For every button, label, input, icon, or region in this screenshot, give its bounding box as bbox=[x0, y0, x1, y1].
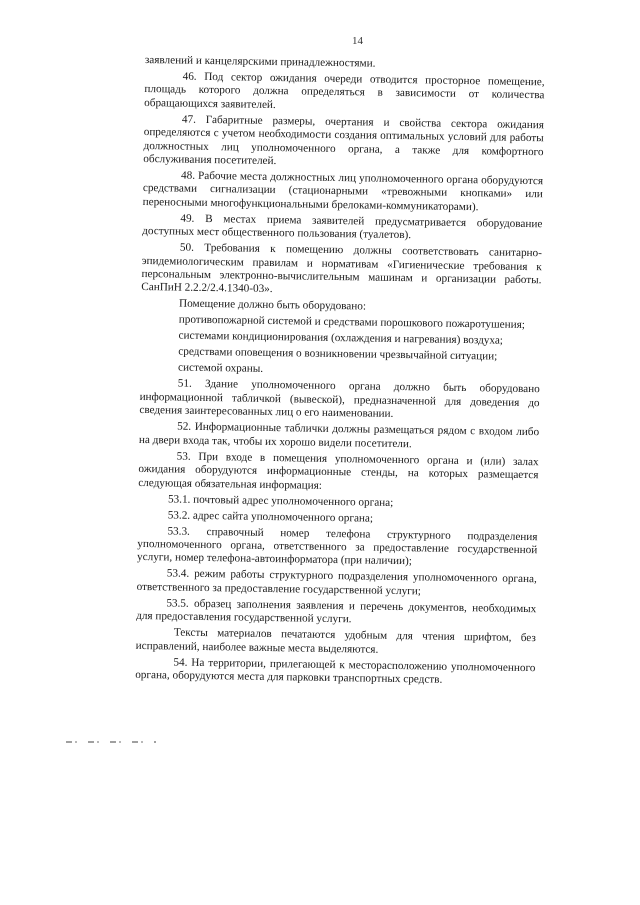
page-number: 14 bbox=[352, 35, 363, 47]
paragraph-53-1: 53.1. почтовый адрес уполномоченного органа; bbox=[167, 492, 394, 509]
equipment-item-alert: средствами оповещения о возникновении чрезвычайной ситуации; bbox=[178, 346, 498, 364]
paragraph-52: 52. Информационные таблички должны размещаться рядом с входом либо на двери входа так, чтобы их хорошо видели посетители. bbox=[138, 420, 540, 450]
equipment-item-climate: системами кондиционирования (охлаждения и нагревания) воздуха; bbox=[178, 330, 504, 348]
paragraph-54: 54. На территории, прилегающей к месторасположению уполномоченного органа, оборудуются места для парковки транспортных средств. bbox=[135, 656, 536, 686]
paragraph-50: 50. Требования к помещению должны соответствовать санитарно-эпидемиологическим правилам и нормативам «Гигиенические требования к персональным электронно-вычислительным машинам и организации работы. СанПиН 2.2.2/2.4.1340-03». bbox=[141, 241, 543, 296]
paragraph-51: 51. Здание уполномоченного органа должно быть оборудовано информационной табличкой (вывеской), предназначенной для доведения до сведения заинтересованных лиц о его наименовании. bbox=[139, 378, 540, 421]
equipment-item-fire: противопожарной системой и средствами порошкового пожаротушения; bbox=[178, 314, 525, 332]
scan-artifact-mark bbox=[66, 741, 156, 743]
paragraph-49: 49. В местах приема заявителей предусматривается оборудование доступных мест общественного пользования (туалетов). bbox=[142, 212, 543, 242]
paragraph-53-4: 53.4. режим работы структурного подразделения уполномоченного органа, ответственного за предоставление государственной услуги; bbox=[136, 567, 537, 598]
paragraph-53-5: 53.5. образец заполнения заявления и перечень документов, необходимых для предоставления государственной услуги. bbox=[136, 597, 537, 626]
equipment-intro: Помещение должно быть оборудовано: bbox=[178, 298, 367, 313]
paragraph-continuation: заявлений и канцелярскими принадлежностями. bbox=[144, 54, 376, 70]
document-body bbox=[135, 54, 545, 691]
paragraph-46: 46. Под сектор ожидания очереди отводится просторное помещение, площадь которого должна определяться в зависимости от количества обращающихся заявителей. bbox=[144, 70, 545, 111]
equipment-item-security: системой охраны. bbox=[177, 362, 264, 376]
paragraph-47: 47. Габаритные размеры, очертания и свойства сектора ожидания определяются с учетом необходимости создания оптимальных условий для работы должностных лиц уполномоченного органа, а также для комфортного обслуживания посетителей. bbox=[143, 113, 545, 168]
paragraph-48: 48. Рабочие места должностных лиц уполномоченного органа оборудуются средствами сигнализации (стационарными «тревожными кнопками» или переносными многофункциональными брелоками-коммуникаторами). bbox=[142, 169, 544, 214]
paragraph-texts: Тексты материалов печатаются удобным для чтения шрифтом, без исправлений, наиболее важные места выделяются. bbox=[135, 626, 536, 656]
paragraph-53-2: 53.2. адрес сайта уполномоченного органа; bbox=[167, 508, 374, 525]
paragraph-53: 53. При входе в помещения уполномоченного органа и (или) залах ожидания оборудуются информационные стенды, на которых размещается следующая обязательная информация: bbox=[138, 450, 539, 492]
paragraph-53-3: 53.3. справочный номер телефона структурного подразделения уполномоченного органа, ответственного за предоставление государственной услуги, номер телефона-автоинформатора (при наличии); bbox=[137, 524, 538, 568]
